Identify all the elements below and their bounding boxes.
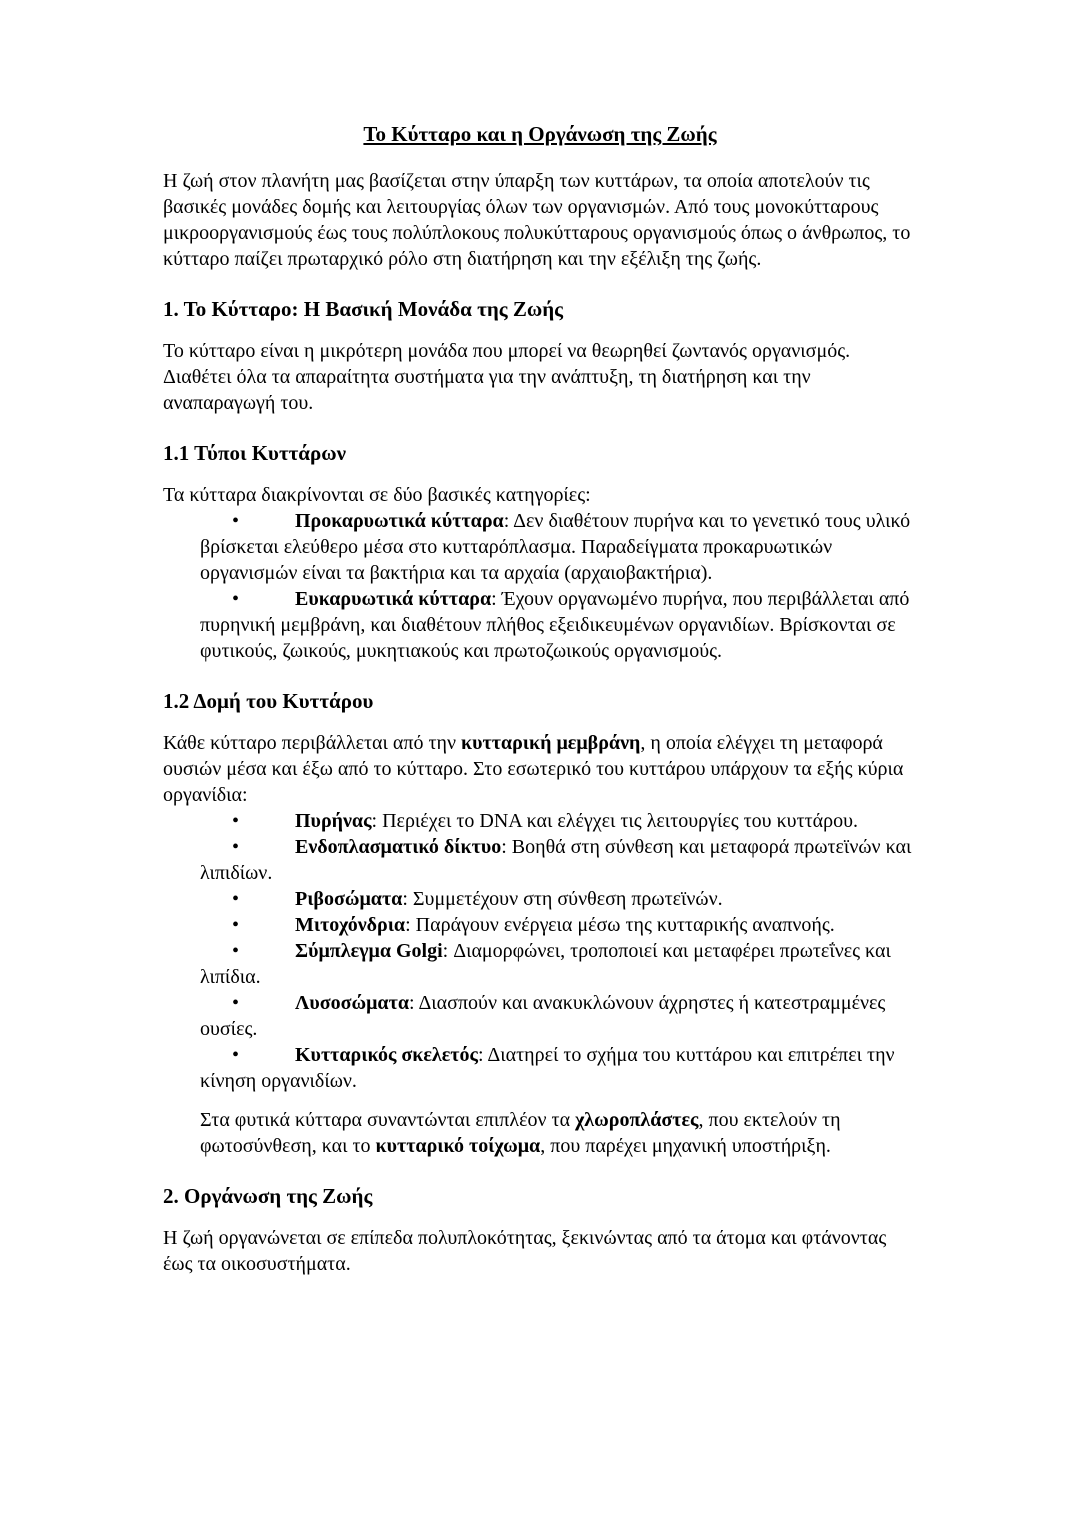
bullet-item	[163, 886, 917, 912]
paragraph	[163, 168, 917, 272]
text-run: Τα κύτταρα διακρίνονται σε δύο βασικές κατηγορίες:	[163, 484, 591, 506]
text-run: Το κύτταρο είναι η μικρότερη μονάδα που μπορεί να θεωρηθεί ζωντανός οργανισμός. Διαθέτει όλα τα απαραίτητα συστήματα για την ανάπτυξη, τη διατήρηση και την αναπαραγωγή του.	[163, 340, 851, 414]
bullet-item	[163, 508, 917, 586]
bullet-marker-icon: •	[232, 914, 240, 936]
text-run: , η οποία ελέγχει τη μεταφορά ουσιών μέσα και έξω από το κύτταρο. Στο εσωτερικό του κυττάρου υπάρχουν τα εξής κύρια οργανίδια:	[163, 732, 904, 806]
bold-text-run: κυτταρικό τοίχωμα	[375, 1135, 541, 1157]
text-run: Στα φυτικά κύτταρα συναντώνται επιπλέον τα	[200, 1109, 576, 1131]
bullet-marker-icon: •	[232, 810, 240, 832]
bold-text-run: Ριβοσώματα	[295, 888, 403, 910]
bold-text-run: Προκαρυωτικά κύτταρα	[295, 510, 504, 532]
bold-text-run: 2. Οργάνωση της Ζωής	[163, 1184, 373, 1208]
bullet-marker-icon: •	[232, 1044, 240, 1066]
bullet-marker-icon: •	[232, 510, 240, 532]
section-heading	[163, 440, 917, 466]
bold-text-run: Σύμπλεγμα Golgi	[295, 940, 443, 962]
section-heading	[163, 1183, 917, 1209]
bullet-marker-icon: •	[232, 836, 240, 858]
bullet-item	[163, 990, 917, 1042]
text-run: : Δεν διαθέτουν πυρήνα και το γενετικό τους υλικό βρίσκεται ελεύθερο μέσα στο κυτταρόπλασμα. Παραδείγματα προκαρυωτικών οργανισμών είναι τα βακτήρια και τα αρχαία (αρχαιοβακτήρια).	[200, 510, 911, 584]
paragraph	[163, 338, 917, 416]
paragraph	[163, 1225, 917, 1277]
bold-text-run: Ευκαρυωτικά κύτταρα	[295, 588, 492, 610]
text-run: Η ζωή οργανώνεται σε επίπεδα πολυπλοκότητας, ξεκινώντας από τα άτομα και φτάνοντας έως τα οικοσυστήματα.	[163, 1227, 887, 1275]
section-heading	[163, 296, 917, 322]
bold-text-run: κυτταρική μεμβράνη	[461, 732, 641, 754]
bullet-item	[163, 912, 917, 938]
bold-text-run: χλωροπλάστες	[575, 1109, 699, 1131]
text-run: : Περιέχει το DNA και ελέγχει τις λειτουργίες του κυττάρου.	[371, 810, 859, 832]
text-run: Κάθε κύτταρο περιβάλλεται από την	[163, 732, 461, 754]
bullet-item	[163, 1042, 917, 1094]
bullet-item	[163, 834, 917, 886]
bold-text-run: Κυτταρικός σκελετός	[295, 1044, 478, 1066]
bullet-marker-icon: •	[232, 888, 240, 910]
text-run: : Βοηθά στη σύνθεση και μεταφορά πρωτεϊνών και λιπιδίων.	[200, 836, 912, 884]
bullet-list	[163, 508, 917, 664]
document-title: Το Κύτταρο και η Οργάνωση της Ζωής	[363, 122, 717, 146]
bullet-marker-icon: •	[232, 992, 240, 1014]
bold-text-run: Λυσοσώματα	[295, 992, 409, 1014]
text-run: : Διαμορφώνει, τροποποιεί και μεταφέρει πρωτεΐνες και λιπίδια.	[200, 940, 891, 988]
text-run: : Έχουν οργανωμένο πυρήνα, που περιβάλλεται από πυρηνική μεμβράνη, και διαθέτουν πλήθος εξειδικευμένων οργανιδίων. Βρίσκονται σε φυτικούς, ζωικούς, μυκητιακούς και πρωτοζωικούς οργανισμούς.	[200, 588, 910, 662]
bullet-marker-icon: •	[232, 940, 240, 962]
text-run: , που παρέχει μηχανική υποστήριξη.	[540, 1135, 831, 1157]
text-run: : Παράγουν ενέργεια μέσω της κυτταρικής αναπνοής.	[405, 914, 835, 936]
text-run: : Συμμετέχουν στη σύνθεση πρωτεϊνών.	[402, 888, 723, 910]
bullet-item	[163, 938, 917, 990]
document-body	[163, 168, 917, 1277]
bold-text-run: 1.2 Δομή του Κυττάρου	[163, 689, 374, 713]
bullet-marker-icon: •	[232, 588, 240, 610]
text-run: : Διασπούν και ανακυκλώνουν άχρηστες ή κατεστραμμένες ουσίες.	[200, 992, 886, 1040]
paragraph	[163, 482, 917, 508]
bullet-item	[163, 586, 917, 664]
bullet-list	[163, 808, 917, 1094]
paragraph	[163, 730, 917, 808]
bold-text-run: Μιτοχόνδρια	[295, 914, 406, 936]
bold-text-run: 1.1 Τύποι Κυττάρων	[163, 441, 346, 465]
section-heading	[163, 688, 917, 714]
paragraph	[163, 1107, 917, 1159]
text-run: , που εκτελούν τη φωτοσύνθεση, και το	[200, 1109, 841, 1157]
text-run: : Διατηρεί το σχήμα του κυττάρου και επιτρέπει την κίνηση οργανιδίων.	[200, 1044, 895, 1092]
bullet-item	[163, 808, 917, 834]
bold-text-run: 1. Το Κύτταρο: Η Βασική Μονάδα της Ζωής	[163, 297, 563, 321]
text-run: Η ζωή στον πλανήτη μας βασίζεται στην ύπαρξη των κυττάρων, τα οποία αποτελούν τις βασικές μονάδες δομής και λειτουργίας όλων των οργανισμών. Από τους μονοκύτταρους μικροοργανισμούς έως τους πολύπλοκους πολυκύτταρους οργανισμούς όπως ο άνθρωπος, το κύτταρο παίζει πρωταρχικό ρόλο στη διατήρηση και την εξέλιξη της ζωής.	[163, 170, 911, 270]
bold-text-run: Ενδοπλασματικό δίκτυο	[295, 836, 502, 858]
bold-text-run: Πυρήνας	[295, 810, 372, 832]
